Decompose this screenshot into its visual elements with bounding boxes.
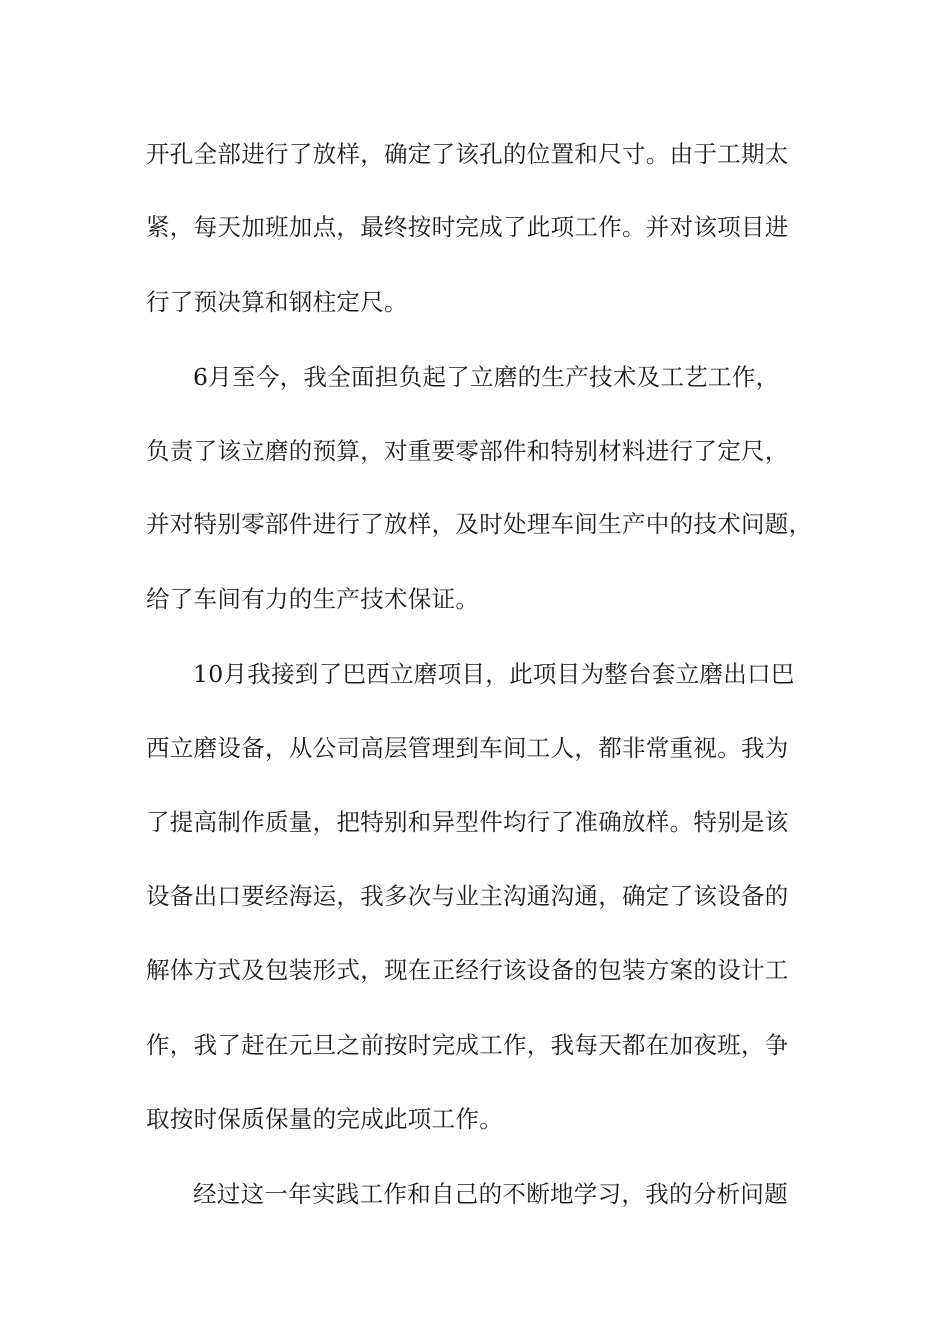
- text-line: 解体方式及包装形式，现在正经行该设备的包装方案的设计工: [146, 956, 789, 984]
- text-line: 了提高制作质量，把特别和异型件均行了准确放样。特别是该: [146, 808, 789, 836]
- paragraph-first-line: 10月我接到了巴西立磨项目，此项目为整台套立磨出口巴: [193, 660, 795, 688]
- text-line: 行了预决算和钢柱定尺。: [146, 288, 408, 316]
- text-line: 紧，每天加班加点，最终按时完成了此项工作。并对该项目进: [146, 213, 789, 241]
- text-line: 给了车间有力的生产技术保证。: [146, 585, 480, 613]
- text-line: 并对特别零部件进行了放样，及时处理车间生产中的技术问题，: [146, 510, 813, 538]
- text-line: 开孔全部进行了放样，确定了该孔的位置和尺寸。由于工期太: [146, 140, 789, 168]
- paragraph-first-line: 经过这一年实践工作和自己的不断地学习，我的分析问题: [193, 1180, 788, 1208]
- text-line: 负责了该立磨的预算，对重要零部件和特别材料进行了定尺，: [146, 437, 789, 465]
- paragraph-first-line: 6月至今，我全面担负起了立磨的生产技术及工艺工作，: [193, 363, 780, 391]
- text-line: 作，我了赶在元旦之前按时完成工作，我每天都在加夜班，争: [146, 1031, 789, 1059]
- text-line: 取按时保质保量的完成此项工作。: [146, 1105, 503, 1133]
- text-line: 西立磨设备，从公司高层管理到车间工人，都非常重视。我为: [146, 734, 789, 762]
- text-line: 设备出口要经海运，我多次与业主沟通沟通，确定了该设备的: [146, 882, 789, 910]
